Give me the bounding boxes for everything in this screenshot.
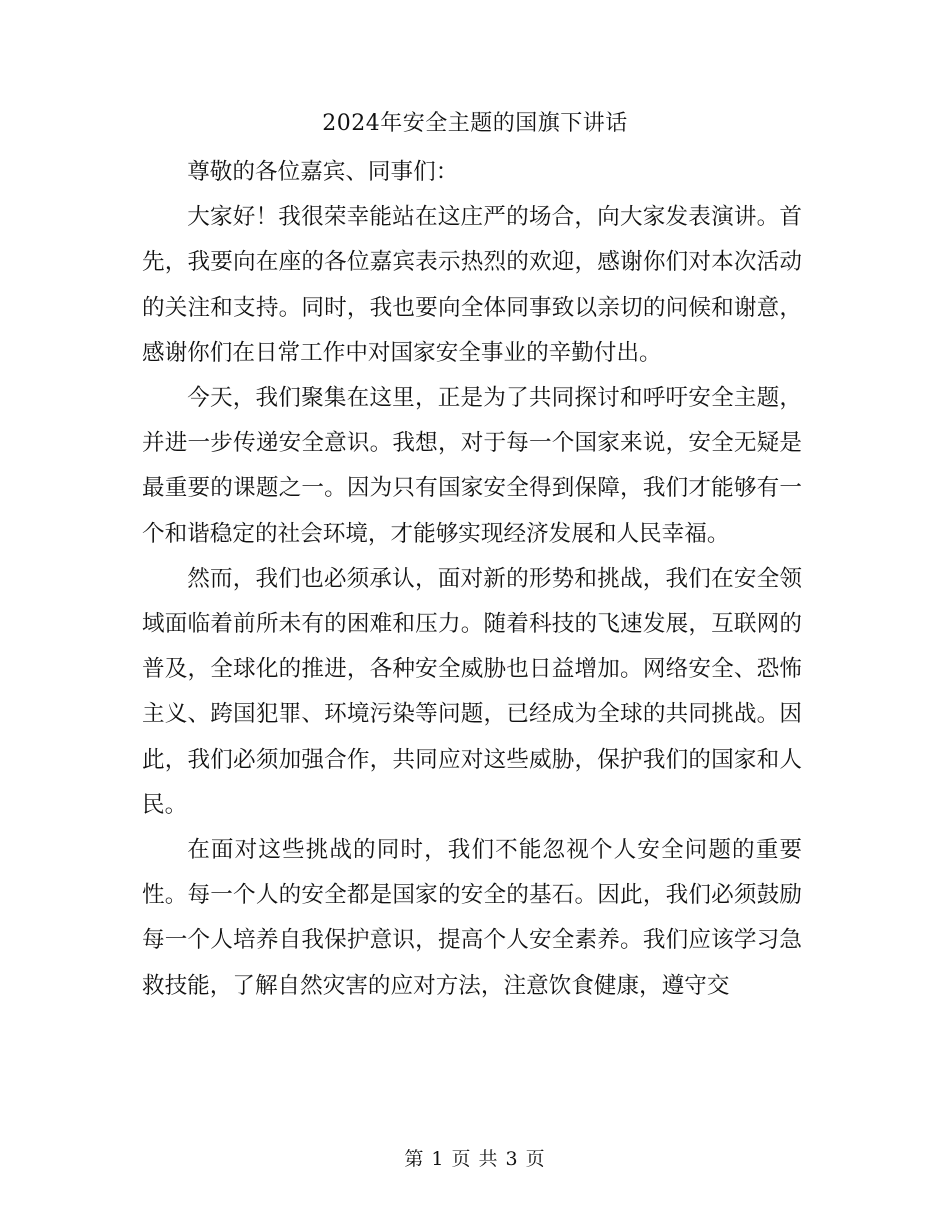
paragraph-1: 大家好！我很荣幸能站在这庄严的场合，向大家发表演讲。首先，我要向在座的各位嘉宾表示热烈的欢迎，感谢你们对本次活动的关注和支持。同时，我也要向全体同事致以亲切的问候和谢意，感谢你们在日常工作中对国家安全事业的辛勤付出。 [142,204,802,366]
salutation: 尊敬的各位嘉宾、同事们： [187,159,459,185]
page-footer [0,1144,950,1174]
paragraph-3: 然而，我们也必须承认，面对新的形势和挑战，我们在安全领域面临着前所未有的困难和压力。随着科技的飞速发展，互联网的普及，全球化的推进，各种安全威胁也日益增加。网络安全、恐怖主义、跨国犯罪、环境污染等问题，已经成为全球的共同挑战。因此，我们必须加强合作，共同应对这些威胁，保护我们的国家和人民。 [142,565,802,818]
document-title: 2024年安全主题的国旗下讲话 [322,111,628,136]
paragraph-2: 今天，我们聚集在这里，正是为了共同探讨和呼吁安全主题，并进一步传递安全意识。我想，对于每一个国家来说，安全无疑是最重要的课题之一。因为只有国家安全得到保障，我们才能够有一个和谐稳定的社会环境，才能够实现经济发展和人民幸福。 [142,385,802,547]
paragraph-4: 在面对这些挑战的同时，我们不能忽视个人安全问题的重要性。每一个人的安全都是国家的安全的基石。因此，我们必须鼓励每一个人培养自我保护意识，提高个人安全素养。我们应该学习急救技能，了解自然灾害的应对方法，注意饮食健康，遵守交 [142,837,802,999]
document-body [142,150,802,1009]
page-number-label: 第 1 页 共 3 页 [404,1148,546,1170]
